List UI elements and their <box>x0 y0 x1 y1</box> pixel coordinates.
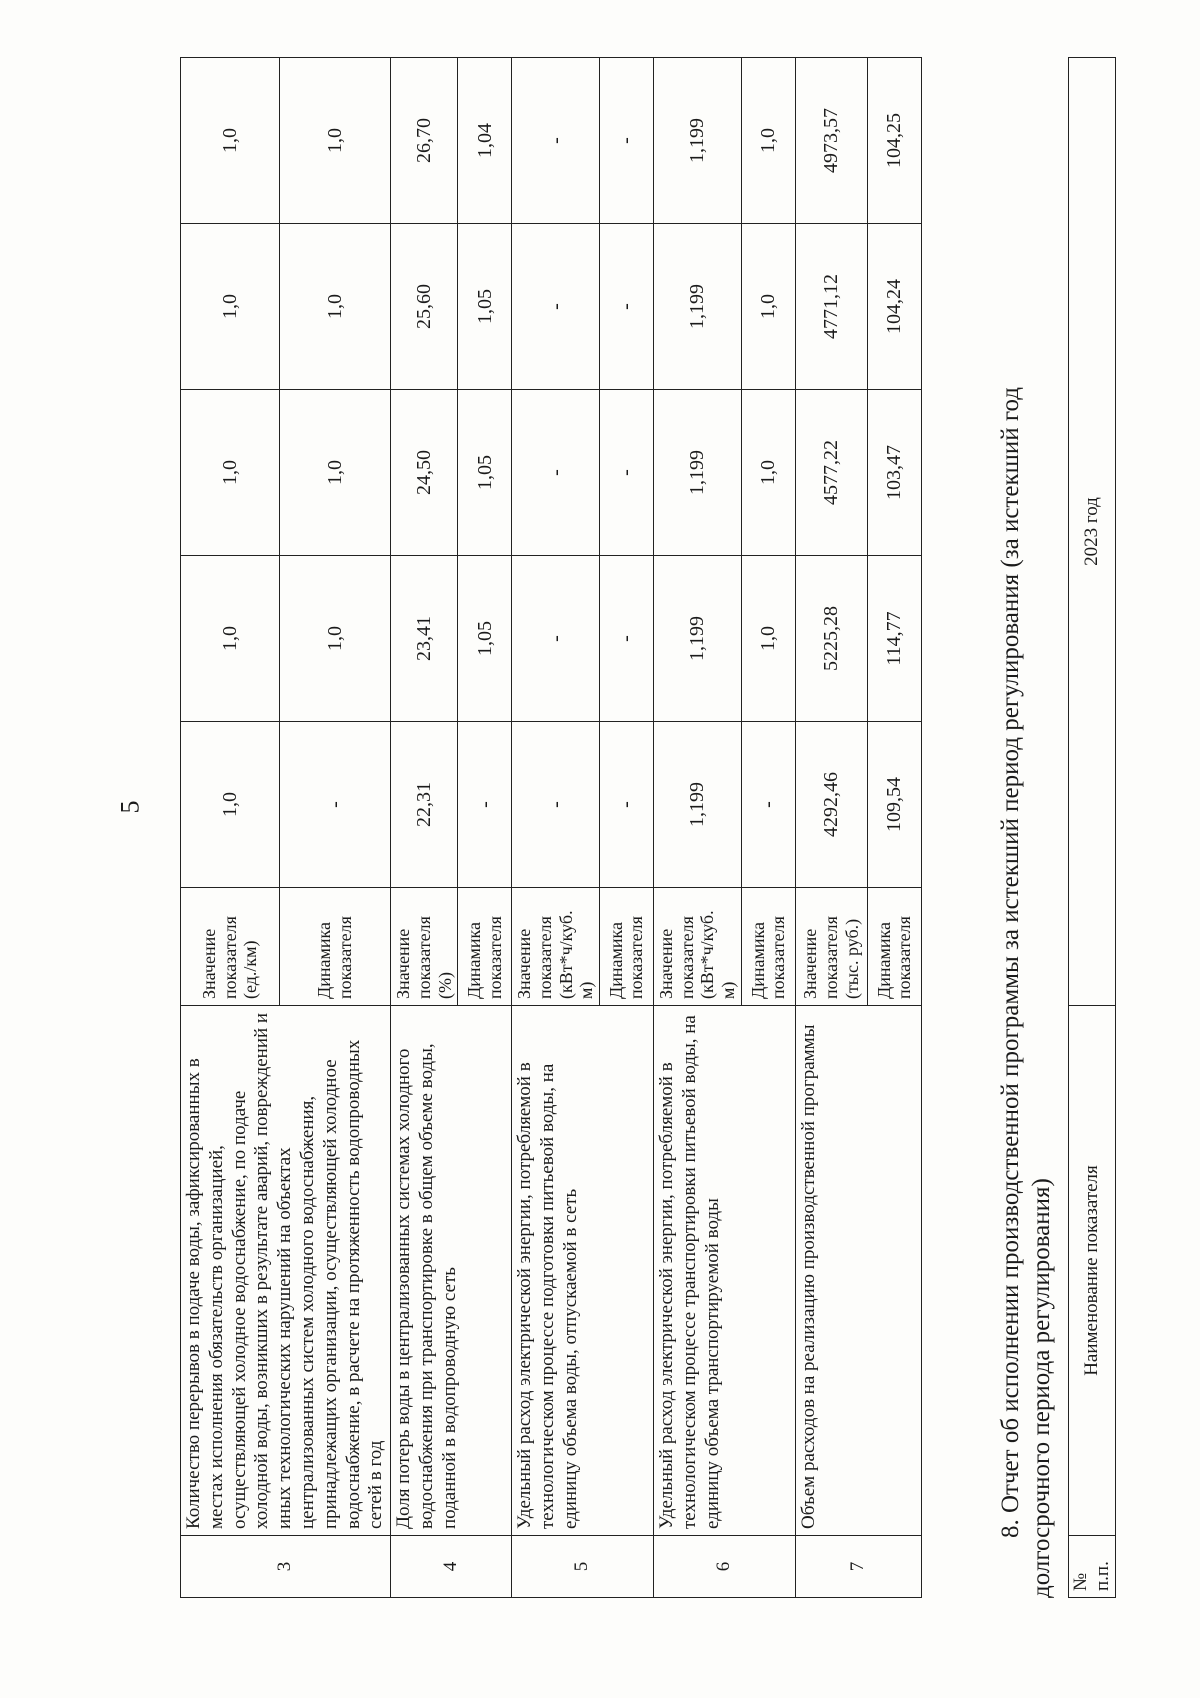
indicator-value: - <box>599 224 653 390</box>
indicator-value: - <box>599 58 653 224</box>
page-number: 5 <box>115 800 145 814</box>
indicator-value: 109,54 <box>867 722 921 888</box>
indicator-type: Значение показателя (ед./км) <box>181 888 280 1006</box>
report-header-row <box>1069 58 1116 1598</box>
indicator-value: - <box>741 722 795 888</box>
indicator-value: 25,60 <box>391 224 458 390</box>
indicator-value: 104,25 <box>867 58 921 224</box>
table-row <box>795 58 867 1598</box>
indicator-value: 1,0 <box>181 722 280 888</box>
table-row <box>391 58 458 1598</box>
indicator-value: - <box>512 58 600 224</box>
indicator-value: 5225,28 <box>795 556 867 722</box>
indicator-value: 23,41 <box>391 556 458 722</box>
indicator-value: 1,0 <box>279 390 390 556</box>
section-8-heading-line2: долгосрочного периода регулирования) <box>1028 1178 1056 1598</box>
indicator-value: 1,05 <box>458 556 512 722</box>
indicator-type: Динамика показателя <box>599 888 653 1006</box>
indicator-value: 4292,46 <box>795 722 867 888</box>
indicator-value: 1,0 <box>181 390 280 556</box>
indicator-value: 1,0 <box>181 58 280 224</box>
indicator-value: 1,0 <box>741 224 795 390</box>
row-number: 4 <box>391 1536 512 1598</box>
indicator-value: 1,0 <box>279 224 390 390</box>
indicator-value: 114,77 <box>867 556 921 722</box>
indicator-name: Количество перерывов в подаче воды, зафиксированных в местах исполнения обязательств организацией, осуществляющей холодное водоснабжение, по подаче холодной воды, возникших в результате аварий, повреждений и иных технологических нарушений на объектах централизованных систем холодного водоснабжения, принадлежащих организации, осуществляющей холодное водоснабжение, в расчете на протяженность водопроводных сетей в год <box>181 1006 391 1536</box>
indicator-value: - <box>512 556 600 722</box>
indicator-value: - <box>279 722 390 888</box>
col-name-header: Наименование показателя <box>1069 1006 1116 1536</box>
row-number: 5 <box>512 1536 654 1598</box>
indicator-value: 4577,22 <box>795 390 867 556</box>
row-number: 7 <box>795 1536 921 1598</box>
indicator-type: Динамика показателя <box>867 888 921 1006</box>
indicator-value: - <box>512 390 600 556</box>
indicator-value: 1,04 <box>458 58 512 224</box>
indicator-value: 1,0 <box>181 556 280 722</box>
table-row <box>653 58 741 1598</box>
indicator-type: Значение показателя (%) <box>391 888 458 1006</box>
table-row <box>512 58 600 1598</box>
indicator-value: 22,31 <box>391 722 458 888</box>
row-number: 6 <box>653 1536 795 1598</box>
row-number: 3 <box>181 1536 391 1598</box>
section-8-heading-line1: 8. Отчет об исполнении производственной программы за истекший период регулирования (за истекший год <box>997 387 1024 1538</box>
indicator-value: 1,199 <box>653 224 741 390</box>
indicator-type: Значение показателя (тыс. руб.) <box>795 888 867 1006</box>
indicator-name: Удельный расход электрической энергии, потребляемой в технологическом процессе транспортировки питьевой воды, на единицу объема транспортируемой воды <box>653 1006 795 1536</box>
indicator-value: - <box>599 722 653 888</box>
indicator-value: - <box>599 390 653 556</box>
indicator-value: 104,24 <box>867 224 921 390</box>
indicator-value: 4771,12 <box>795 224 867 390</box>
indicator-type: Динамика показателя <box>279 888 390 1006</box>
indicator-name: Удельный расход электрической энергии, потребляемой в технологическом процессе подготовки питьевой воды, на единицу объема воды, отпускаемой в сеть <box>512 1006 654 1536</box>
indicator-value: 1,0 <box>279 556 390 722</box>
indicator-value: 1,199 <box>653 556 741 722</box>
section-8-heading <box>995 58 1058 1598</box>
indicator-type: Динамика показателя <box>458 888 512 1006</box>
indicator-value: 1,05 <box>458 224 512 390</box>
indicator-value: 103,47 <box>867 390 921 556</box>
indicator-value: 1,0 <box>181 224 280 390</box>
indicator-value: 24,50 <box>391 390 458 556</box>
indicator-type: Значение показателя (кВт*ч/куб. м) <box>512 888 600 1006</box>
indicator-value: 26,70 <box>391 58 458 224</box>
indicator-name: Доля потерь воды в централизованных системах холодного водоснабжения при транспортировке в общем объеме воды, поданной в водопроводную сеть <box>391 1006 512 1536</box>
indicator-value: 1,0 <box>741 58 795 224</box>
indicator-value: - <box>599 556 653 722</box>
table-row <box>181 58 280 1598</box>
indicator-name: Объем расходов на реализацию производственной программы <box>795 1006 921 1536</box>
indicator-value: - <box>512 224 600 390</box>
indicator-value: 1,0 <box>741 390 795 556</box>
indicator-value: 1,199 <box>653 390 741 556</box>
indicator-value: 1,199 <box>653 722 741 888</box>
indicator-value: 1,0 <box>279 58 390 224</box>
indicator-value: - <box>512 722 600 888</box>
col-num-header: № п.п. <box>1069 1536 1116 1598</box>
indicator-type: Динамика показателя <box>741 888 795 1006</box>
indicator-value: 1,0 <box>741 556 795 722</box>
indicator-value: - <box>458 722 512 888</box>
indicator-value: 4973,57 <box>795 58 867 224</box>
indicator-type: Значение показателя (кВт*ч/куб. м) <box>653 888 741 1006</box>
indicator-value: 1,199 <box>653 58 741 224</box>
indicator-value: 1,05 <box>458 390 512 556</box>
rotated-content <box>180 58 1113 1598</box>
indicators-table <box>180 57 922 1598</box>
col-year-header: 2023 год <box>1069 58 1116 1006</box>
report-table-header <box>1068 57 1116 1598</box>
